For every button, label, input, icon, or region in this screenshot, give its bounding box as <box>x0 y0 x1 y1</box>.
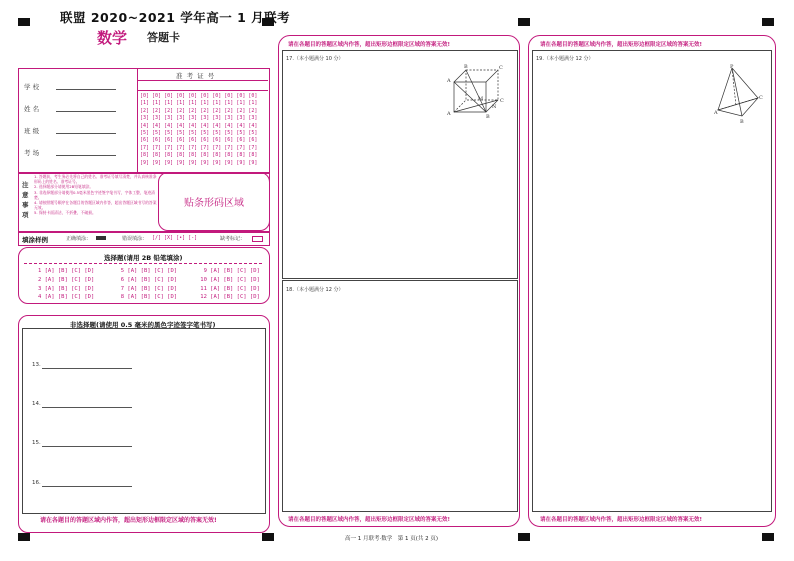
note-item: 2. 选择题部分请使用2B铅笔填涂。 <box>34 184 94 190</box>
q17-cube-figure <box>444 62 510 120</box>
exam-number-label: 准 考 证 号 <box>176 72 216 80</box>
choice-section-title: 选择题(请用 2B 铅笔填涂) <box>104 254 183 262</box>
question-13-answer-line[interactable] <box>42 368 132 369</box>
divider <box>137 80 268 81</box>
q18-label: 18.（本小题满分 12 分） <box>286 287 344 293</box>
wrong-fill-sample: [/] [X] [•] [-] <box>152 235 198 241</box>
svg-text:B: B <box>464 64 468 70</box>
notes-list <box>34 174 158 216</box>
warning-text: 请在各题目的答题区域内作答，超出矩形边框限定区域的答案无效! <box>40 517 217 524</box>
question-16-answer-line[interactable] <box>42 486 132 487</box>
absent-mark-label: 缺考标记： <box>220 236 246 242</box>
fill-sample-label: 填涂样例 <box>22 236 48 244</box>
choice-row[interactable]: 3 [A] [B] [C] [D] 7 [A] [B] [C] [D] 11 [A] [B] [C] [D] <box>38 286 260 292</box>
choice-row[interactable]: 2 [A] [B] [C] [D] 6 [A] [B] [C] [D] 10 [A] [B] [C] [D] <box>38 277 260 283</box>
note-item: 3. 非选择题部分请使用0.5毫米黑色字迹签字笔书写，字体工整，笔迹清楚。 <box>34 189 155 200</box>
absent-mark-box[interactable] <box>252 236 263 242</box>
svg-text:B: B <box>486 114 490 120</box>
nonchoice-section-title: 非选择题(请使用 0.5 毫米的黑色字迹签字笔书写) <box>70 321 216 329</box>
question-14-label: 14. <box>32 401 41 407</box>
registration-mark <box>518 533 530 541</box>
svg-text:A: A <box>447 78 451 84</box>
exam-number-digits[interactable]: [0] [0] [0] [0] [0] [0] [0] [0] [0] [0] [1] [1] [1] [1] [1] [1] [1] [1] [1] [1] [2] [2] [2] [2] [2] [2] [2] [2] [2] [2] [3] [3] [3] [3] [3] [3] [3] [3] [3] [3] [4] [4] [4] [4] [4] [4] [4] [4] [4] [4] [5] [5] [5] [5] [5] [5] [5] [5] [5] [5] [6] [6] [6] [6] [6] [6] [6] [6] [6] [6] [7] [7] [7] [7] [7] [7] [7] [7] [7] [7] [8] [8] [8] [8] [8] [8] [8] [8] [8] [8] [9] [9] [9] [9] [9] [9] [9] [9] [9] [9] <box>140 93 258 166</box>
school-field[interactable] <box>56 89 116 90</box>
q19-pyramid-figure <box>714 64 764 126</box>
question-16-label: 16. <box>32 480 41 486</box>
svg-text:M: M <box>478 96 484 102</box>
warning-text: 请在各题目的答题区域内作答，超出矩形边框限定区域的答案无效! <box>540 42 703 48</box>
wrong-fill-label: 错误填涂： <box>122 236 148 242</box>
choice-row[interactable]: 4 [A] [B] [C] [D] 8 [A] [B] [C] [D] 12 [A] [B] [C] [D] <box>38 294 260 300</box>
warning-text: 请在各题目的答题区域内作答，超出矩形边框限定区域的答案无效! <box>288 42 451 48</box>
svg-text:A: A <box>447 111 451 117</box>
registration-mark <box>762 18 774 26</box>
q19-label: 19.（本小题满分 12 分） <box>536 56 594 62</box>
registration-mark <box>18 18 30 26</box>
question-15-label: 15. <box>32 440 41 446</box>
notes-heading: 注意事项 <box>22 181 29 219</box>
registration-mark <box>18 533 30 541</box>
exam-title: 联盟 2020~2021 学年高一 1 月联考 <box>60 10 291 25</box>
name-field[interactable] <box>56 111 116 112</box>
registration-mark <box>762 533 774 541</box>
card-label: 答题卡 <box>147 31 180 44</box>
svg-text:C: C <box>759 95 763 101</box>
divider <box>137 90 268 91</box>
svg-text:C: C <box>500 98 504 104</box>
correct-fill-sample <box>96 236 106 240</box>
class-field[interactable] <box>56 133 116 134</box>
svg-text:P: P <box>730 64 734 70</box>
note-item: 4. 请按照题号顺序在各题目的答题区域内作答，超出答题区域书写的答案无效。 <box>34 200 157 211</box>
room-label: 考 场 <box>24 149 40 157</box>
question-14-answer-line[interactable] <box>42 407 132 408</box>
class-label: 班 级 <box>24 127 40 135</box>
subject-title: 数学 <box>97 29 128 47</box>
note-item: 5. 保持卡面清洁，不折叠，不破损。 <box>34 210 96 216</box>
note-item: 1. 答题前，考生务必先将自己的姓名、准考证号填写清楚，并认真核准条形码上的姓名、准考证号。 <box>34 174 157 185</box>
correct-fill-label: 正确填涂： <box>66 236 92 242</box>
page-footer: 高一 1 月联考·数学 第 1 页(共 2 页) <box>345 536 439 542</box>
svg-text:B: B <box>740 119 744 125</box>
question-15-answer-line[interactable] <box>42 446 132 447</box>
registration-mark <box>518 18 530 26</box>
question-13-label: 13. <box>32 362 41 368</box>
q17-label: 17.（本小题满分 10 分） <box>286 56 344 62</box>
warning-text: 请在各题目的答题区域内作答，超出矩形边框限定区域的答案无效! <box>288 517 451 523</box>
warning-text: 请在各题目的答题区域内作答，超出矩形边框限定区域的答案无效! <box>540 517 703 523</box>
school-label: 学 校 <box>24 83 40 91</box>
divider <box>24 263 262 264</box>
barcode-sticker-area <box>158 172 270 231</box>
room-field[interactable] <box>56 155 116 156</box>
sticker-label: 贴条形码区域 <box>184 198 244 209</box>
svg-text:N: N <box>492 104 497 110</box>
svg-text:C: C <box>499 65 503 71</box>
svg-text:A: A <box>714 110 718 116</box>
name-label: 姓 名 <box>24 105 40 113</box>
q18-answer-box[interactable] <box>282 280 518 512</box>
registration-mark <box>262 533 274 541</box>
choice-row[interactable]: 1 [A] [B] [C] [D] 5 [A] [B] [C] [D] 9 [A] [B] [C] [D] <box>38 268 260 274</box>
